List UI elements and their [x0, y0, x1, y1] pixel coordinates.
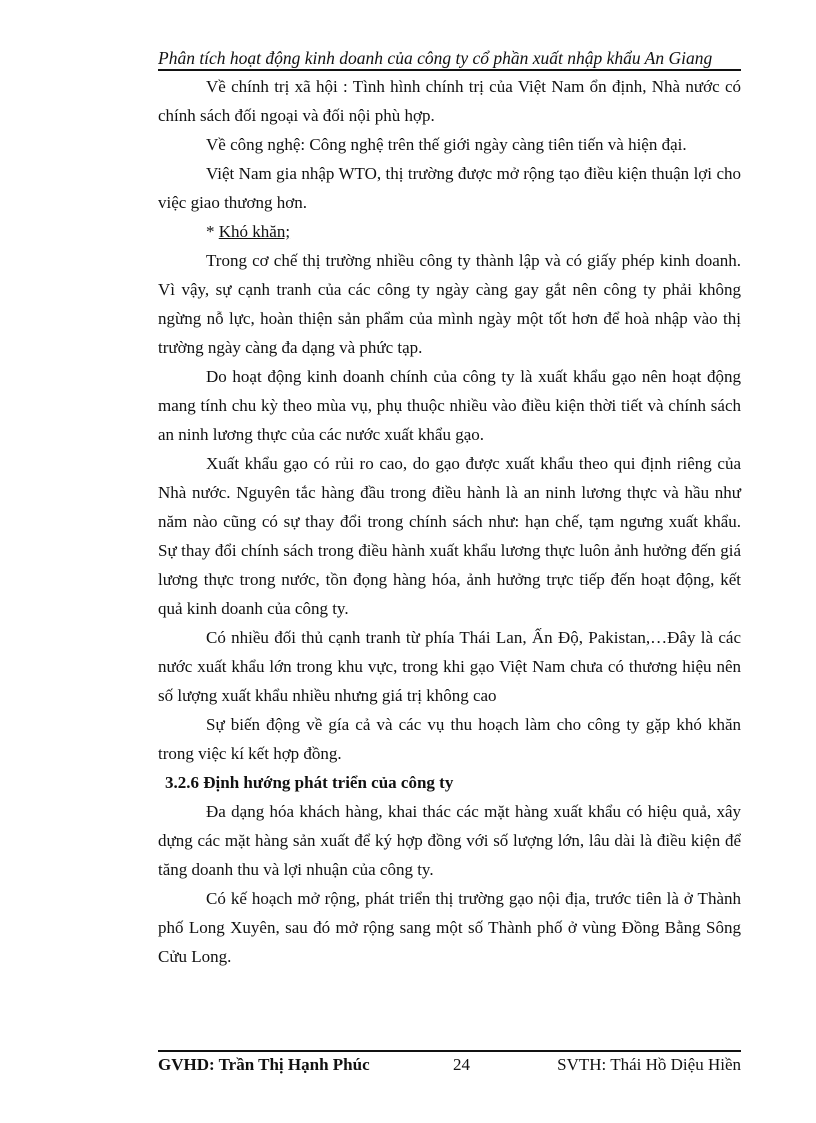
paragraph-competitors: Có nhiều đối thủ cạnh tranh từ phía Thái Lan, Ấn Độ, Pakistan,…Đây là các nước xuất khẩu lớn trong khu vực, trong khi gạo Việt Nam chưa có thương hiệu nên số lượng xuất khẩu nhiều nhưng giá trị không cao	[158, 628, 741, 705]
paragraph-wto: Việt Nam gia nhập WTO, thị trường được mở rộng tạo điều kiện thuận lợi cho việc giao thương hơn.	[158, 164, 741, 212]
document-body	[158, 72, 741, 971]
header-divider	[158, 69, 741, 71]
paragraph-seasonality: Do hoạt động kinh doanh chính của công ty là xuất khẩu gạo nên hoạt động mang tính chu kỳ theo mùa vụ, phụ thuộc nhiều vào điều kiện thời tiết và chính sách an ninh lương thực của các nước xuất khẩu gạo.	[158, 367, 741, 444]
page-header-title: Phân tích hoạt động kinh doanh của công ty cổ phần xuất nhập khẩu An Giang	[158, 48, 713, 68]
paragraph-export-risk: Xuất khẩu gạo có rủi ro cao, do gạo được xuất khẩu theo qui định riêng của Nhà nước. Nguyên tắc hàng đầu trong điều hành là an ninh lương thực và hầu như năm nào cũng có sự thay đổi trong chính sách như: hạn chế, tạm ngưng xuất khẩu. Sự thay đổi chính sách trong điều hành xuất khẩu lương thực luôn ảnh hưởng đến giá lương thực trong nước, tồn đọng hàng hóa, ảnh hưởng trực tiếp đến hoạt động, kết quả kinh doanh của công ty.	[158, 454, 741, 618]
difficulties-heading: Khó khăn;	[218, 222, 291, 241]
section-heading: 3.2.6 Định hướng phát triển của công ty	[165, 773, 454, 792]
paragraph-politics: Về chính trị xã hội : Tình hình chính trị của Việt Nam ổn định, Nhà nước có chính sách đối ngoại và đối nội phù hợp.	[158, 77, 741, 125]
footer-divider	[158, 1050, 741, 1052]
footer-student: SVTH: Thái Hồ Diệu Hiền	[557, 1055, 741, 1074]
paragraph-domestic-market: Có kế hoạch mở rộng, phát triển thị trường gạo nội địa, trước tiên là ở Thành phố Long Xuyên, sau đó mở rộng sang một số Thành phố ở vùng Đồng Bằng Sông Cửu Long.	[158, 889, 741, 966]
paragraph-price-volatility: Sự biến động về gía cả và các vụ thu hoạch làm cho công ty gặp khó khăn trong việc kí kết hợp đồng.	[158, 715, 741, 763]
difficulties-label	[158, 217, 741, 246]
paragraph-competition: Trong cơ chế thị trường nhiều công ty thành lập và có giấy phép kinh doanh. Vì vậy, sự cạnh tranh của các công ty ngày càng gay gắt nên công ty phải không ngừng nỗ lực, hoàn thiện sản phẩm của mình ngày một tốt hơn để hoà nhập vào thị trường ngày càng đa dạng và phức tạp.	[158, 251, 741, 357]
footer-page-number: 24	[453, 1055, 470, 1074]
paragraph-technology: Về công nghệ: Công nghệ trên thế giới ngày càng tiên tiến và hiện đại.	[206, 135, 687, 154]
bullet-prefix: *	[206, 222, 219, 241]
paragraph-diversification: Đa dạng hóa khách hàng, khai thác các mặt hàng xuất khẩu có hiệu quả, xây dựng các mặt hàng sản xuất để ký hợp đồng với số lượng lớn, lâu dài là điều kiện để tăng doanh thu và lợi nhuận của công ty.	[158, 802, 741, 879]
footer-advisor: GVHD: Trần Thị Hạnh Phúc	[158, 1055, 370, 1074]
